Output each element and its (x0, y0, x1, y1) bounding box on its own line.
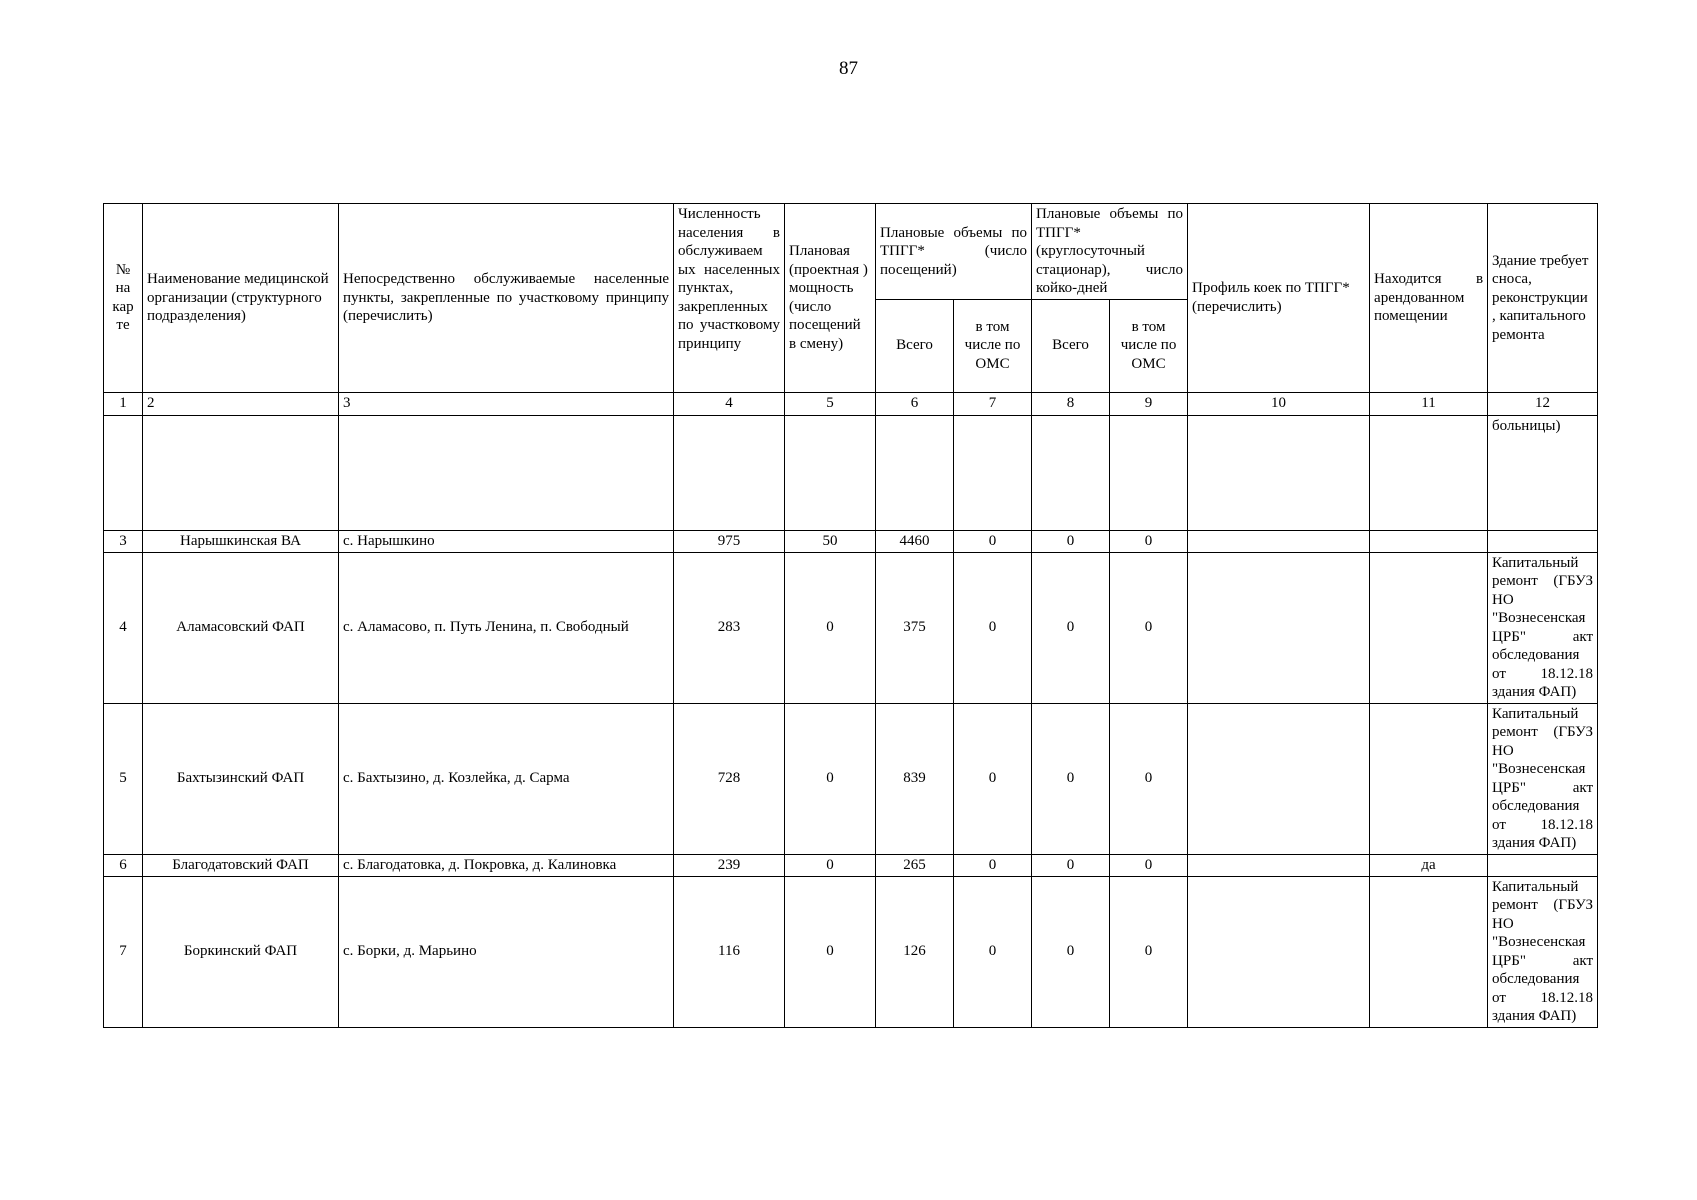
rented-cell (1370, 552, 1488, 703)
column-number: 10 (1188, 392, 1370, 415)
column-number: 11 (1370, 392, 1488, 415)
column-number: 1 (104, 392, 143, 415)
population-cell: 239 (674, 854, 785, 876)
capacity-cell: 50 (785, 530, 876, 552)
visits-total-cell: 375 (876, 552, 954, 703)
organization-cell: Нарышкинская ВА (143, 530, 339, 552)
header-visits-total: Всего (876, 299, 954, 392)
header-beddays-total: Всего (1032, 299, 1110, 392)
table-row (104, 552, 1598, 703)
table-cell (674, 415, 785, 530)
header-row-1 (104, 204, 1598, 300)
facilities-table (103, 203, 1598, 1028)
building-status-cell: Капитальный ремонт (ГБУЗ НО "Вознесенская ЦРБ" акт обследования от 18.12.18 здания ФАП) (1488, 703, 1598, 854)
capacity-cell: 0 (785, 552, 876, 703)
column-number: 7 (954, 392, 1032, 415)
building-status-cell: Капитальный ремонт (ГБУЗ НО "Вознесенская ЦРБ" акт обследования от 18.12.18 здания ФАП) (1488, 552, 1598, 703)
beddays-total-cell: 0 (1032, 854, 1110, 876)
capacity-cell: 0 (785, 854, 876, 876)
header-building-status: Здание требует сноса, реконструкции , капитального ремонта (1488, 204, 1598, 393)
building-status-cell (1488, 854, 1598, 876)
beddays-total-cell: 0 (1032, 552, 1110, 703)
table-cell (1110, 415, 1188, 530)
table-cell (1370, 415, 1488, 530)
beddays-oms-cell: 0 (1110, 552, 1188, 703)
visits-total-cell: 839 (876, 703, 954, 854)
bed-profile-cell (1188, 530, 1370, 552)
visits-oms-cell: 0 (954, 703, 1032, 854)
population-cell: 283 (674, 552, 785, 703)
table-cell (104, 415, 143, 530)
bed-profile-cell (1188, 552, 1370, 703)
column-number: 4 (674, 392, 785, 415)
table-row (104, 854, 1598, 876)
table-cell (1188, 415, 1370, 530)
table-cell (785, 415, 876, 530)
rented-cell (1370, 703, 1488, 854)
header-rented: Находится в арендованном помещении (1370, 204, 1488, 393)
column-number: 2 (143, 392, 339, 415)
settlements-cell: с. Нарышкино (339, 530, 674, 552)
rented-cell (1370, 876, 1488, 1027)
rented-cell: да (1370, 854, 1488, 876)
organization-cell: Аламасовский ФАП (143, 552, 339, 703)
map-number-cell: 6 (104, 854, 143, 876)
bed-profile-cell (1188, 703, 1370, 854)
column-number-row (104, 392, 1598, 415)
header-planned-visits: Плановые объемы по ТПГГ* (число посещений) (876, 204, 1032, 300)
header-capacity: Плановая (проектная ) мощность (число посещений в смену) (785, 204, 876, 393)
column-number: 9 (1110, 392, 1188, 415)
table-cell (954, 415, 1032, 530)
bed-profile-cell (1188, 876, 1370, 1027)
organization-cell: Бахтызинский ФАП (143, 703, 339, 854)
continuation-row (104, 415, 1598, 530)
visits-oms-cell: 0 (954, 552, 1032, 703)
beddays-total-cell: 0 (1032, 876, 1110, 1027)
visits-total-cell: 265 (876, 854, 954, 876)
header-bed-profile: Профиль коек по ТПГГ* (перечислить) (1188, 204, 1370, 393)
header-settlements: Непосредственно обслуживаемые населенные пункты, закрепленные по участковому принципу (перечислить) (339, 204, 674, 393)
beddays-total-cell: 0 (1032, 530, 1110, 552)
beddays-oms-cell: 0 (1110, 530, 1188, 552)
population-cell: 728 (674, 703, 785, 854)
column-number: 3 (339, 392, 674, 415)
visits-oms-cell: 0 (954, 854, 1032, 876)
table-row (104, 703, 1598, 854)
building-status-cell: Капитальный ремонт (ГБУЗ НО "Вознесенская ЦРБ" акт обследования от 18.12.18 здания ФАП) (1488, 876, 1598, 1027)
capacity-cell: 0 (785, 703, 876, 854)
visits-oms-cell: 0 (954, 876, 1032, 1027)
table-cell (339, 415, 674, 530)
header-visits-oms: в том числе по ОМС (954, 299, 1032, 392)
visits-total-cell: 4460 (876, 530, 954, 552)
header-map-number: № на кар те (104, 204, 143, 393)
table-row (104, 876, 1598, 1027)
visits-total-cell: 126 (876, 876, 954, 1027)
settlements-cell: с. Борки, д. Марьино (339, 876, 674, 1027)
beddays-total-cell: 0 (1032, 703, 1110, 854)
organization-cell: Боркинский ФАП (143, 876, 339, 1027)
map-number-cell: 3 (104, 530, 143, 552)
beddays-oms-cell: 0 (1110, 854, 1188, 876)
column-number: 5 (785, 392, 876, 415)
settlements-cell: с. Аламасово, п. Путь Ленина, п. Свободный (339, 552, 674, 703)
bed-profile-cell (1188, 854, 1370, 876)
header-beddays-oms: в том числе по ОМС (1110, 299, 1188, 392)
column-number: 6 (876, 392, 954, 415)
header-planned-bed-days: Плановые объемы по ТПГГ* (круглосуточный стационар), число койко-дней (1032, 204, 1188, 300)
table-cell (1032, 415, 1110, 530)
map-number-cell: 7 (104, 876, 143, 1027)
column-number: 8 (1032, 392, 1110, 415)
organization-cell: Благодатовский ФАП (143, 854, 339, 876)
capacity-cell: 0 (785, 876, 876, 1027)
page-number: 87 (839, 58, 858, 79)
map-number-cell: 5 (104, 703, 143, 854)
table-row (104, 530, 1598, 552)
table-cell (143, 415, 339, 530)
column-number: 12 (1488, 392, 1598, 415)
population-cell: 116 (674, 876, 785, 1027)
population-cell: 975 (674, 530, 785, 552)
visits-oms-cell: 0 (954, 530, 1032, 552)
settlements-cell: с. Благодатовка, д. Покровка, д. Калиновка (339, 854, 674, 876)
header-population: Численность населения в обслуживаем ых населенных пунктах, закрепленных по участковому принципу (674, 204, 785, 393)
beddays-oms-cell: 0 (1110, 876, 1188, 1027)
map-number-cell: 4 (104, 552, 143, 703)
settlements-cell: с. Бахтызино, д. Козлейка, д. Сарма (339, 703, 674, 854)
building-status-cell: больницы) (1488, 415, 1598, 530)
rented-cell (1370, 530, 1488, 552)
building-status-cell (1488, 530, 1598, 552)
table-cell (876, 415, 954, 530)
header-organization: Наименование медицинской организации (структурного подразделения) (143, 204, 339, 393)
beddays-oms-cell: 0 (1110, 703, 1188, 854)
